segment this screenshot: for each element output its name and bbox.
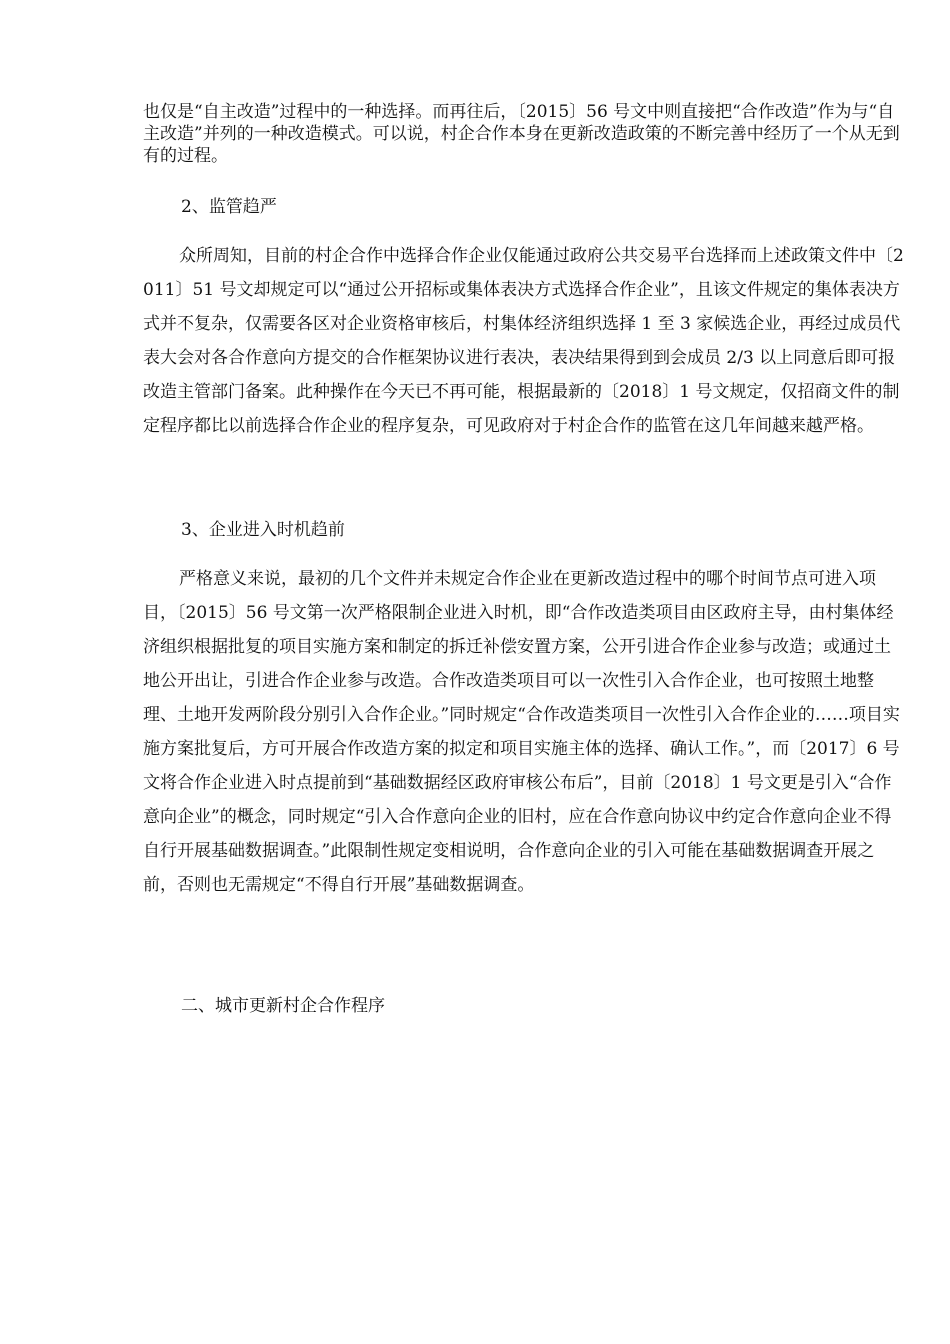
subheading-entry-timing-earlier: 3、企业进入时机趋前 bbox=[181, 520, 345, 540]
paragraph-supervision: 众所周知，目前的村企合作中选择合作企业仅能通过政府公共交易平台选择而上述政策文件中〔2011〕51 号文却规定可以“通过公开招标或集体表决方式选择合作企业”，且该文件规定的集体表决方式并不复杂，仅需要各区对企业资格审核后，村集体经济组织选择 1 至 3 家候选企业，再经过成员代表大会对各合作意向方提交的合作框架协议进行表决，表决结果得到到会成员 2/3 以上同意后即可报改造主管部门备案。此种操作在今天已不再可能，根据最新的〔2018〕1 号文规定，仅招商文件的制定程序都比以前选择合作企业的程序复杂，可见政府对于村企合作的监管在这几年间越来越严格。 bbox=[143, 246, 904, 436]
paragraph-entry-timing: 严格意义来说，最初的几个文件并未规定合作企业在更新改造过程中的哪个时间节点可进入项目，〔2015〕56 号文第一次严格限制企业进入时机，即“合作改造类项目由区政府主导，由村集体经济组织根据批复的项目实施方案和制定的拆迁补偿安置方案，公开引进合作企业参与改造；或通过土地公开出让，引进合作企业参与改造。合作改造类项目可以一次性引入合作企业，也可按照土地整理、土地开发两阶段分别引入合作企业。”同时规定“合作改造类项目一次性引入合作企业的……项目实施方案批复后，方可开展合作改造方案的拟定和项目实施主体的选择、确认工作。”，而〔2017〕6 号文将合作企业进入时点提前到“基础数据经区政府审核公布后”，目前〔2018〕1 号文更是引入“合作意向企业”的概念，同时规定“引入合作意向企业的旧村，应在合作意向协议中约定合作意向企业不得自行开展基础数据调查。”此限制性规定变相说明，合作意向企业的引入可能在基础数据调查开展之前，否则也无需规定“不得自行开展”基础数据调查。 bbox=[143, 569, 900, 895]
subheading-supervision-stricter: 2、监管趋严 bbox=[181, 197, 277, 217]
paragraph-continuation: 也仅是“自主改造”过程中的一种选择。而再往后，〔2015〕56 号文中则直接把“合作改造”作为与“自主改造”并列的一种改造模式。可以说，村企合作本身在更新改造政策的不断完善中经历了一个从无到有的过程。 bbox=[143, 102, 900, 166]
section-heading-procedure: 二、城市更新村企合作程序 bbox=[181, 996, 385, 1016]
